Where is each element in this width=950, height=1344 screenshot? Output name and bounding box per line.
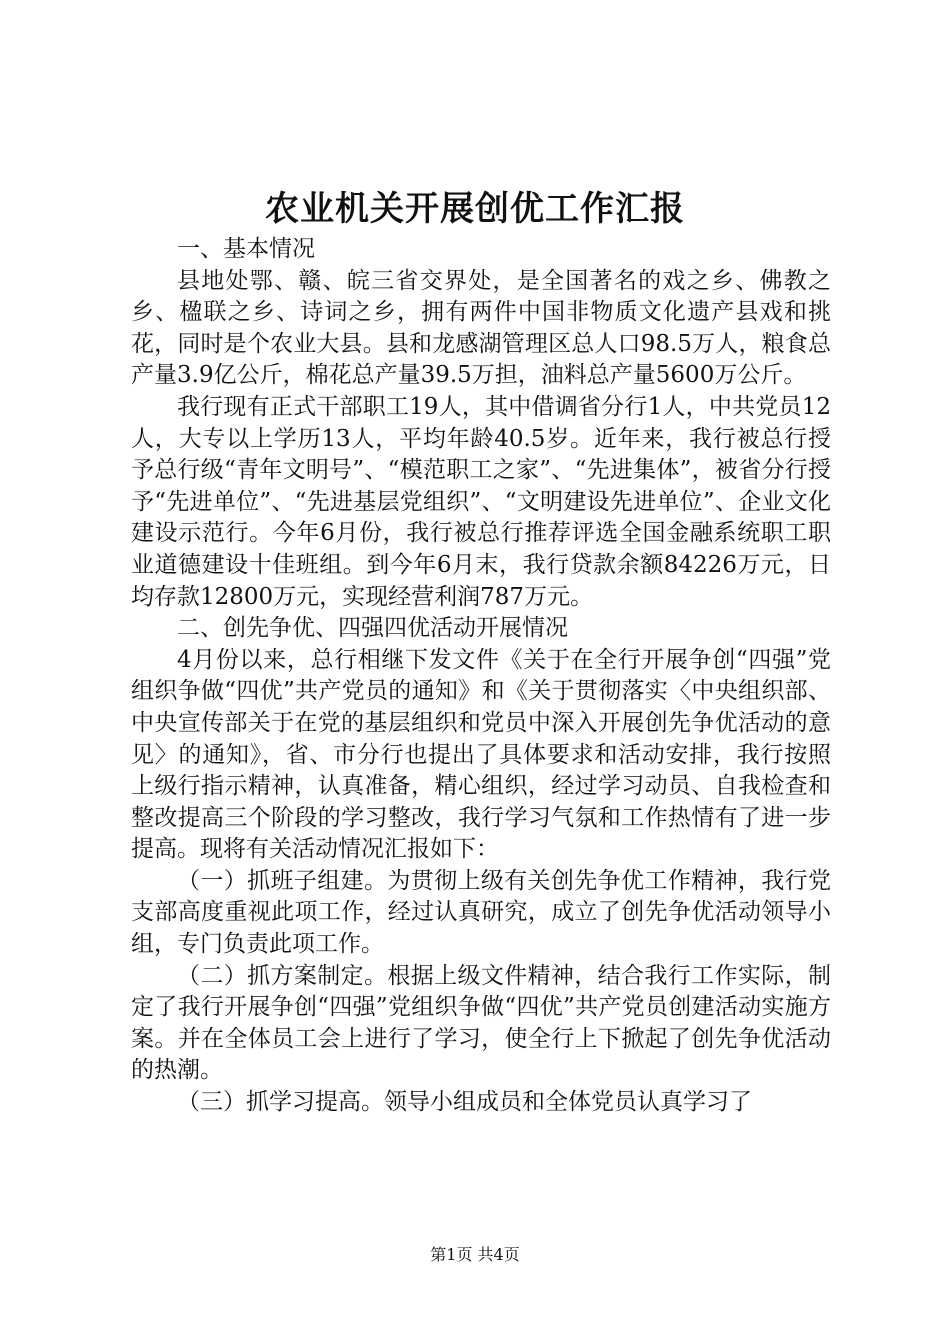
paragraph-item-1: （一）抓班子组建。为贯彻上级有关创先争优工作精神，我行党支部高度重视此项工作，经过认真研究，成立了创先争优活动领导小组，专门负责此项工作。 bbox=[131, 867, 831, 958]
paragraph-activities-intro: 4月份以来，总行相继下发文件《关于在全行开展争创“四强”党组织争做“四优”共产党员的通知》和《关于贯彻落实〈中央组织部、中央宣传部关于在党的基层组织和党员中深入开展创先争优活动的意见〉的通知》，省、市分行也提出了具体要求和活动安排，我行按照上级行指示精神，认真准备，精心组织，经过学习动员、自我检查和整改提高三个阶段的学习整改，我行学习气氛和工作热情有了进一步提高。现将有关活动情况汇报如下： bbox=[131, 646, 831, 863]
page-footer bbox=[0, 1244, 950, 1266]
page-total: 共4页 bbox=[477, 1245, 520, 1264]
paragraph-item-2: （二）抓方案制定。根据上级文件精神，结合我行工作实际，制定了我行开展争创“四强”党组织争做“四优”共产党员创建活动实施方案。并在全体员工会上进行了学习，使全行上下掀起了创先争优活动的热潮。 bbox=[131, 962, 831, 1084]
section-heading-activities: 二、创先争优、四强四优活动开展情况 bbox=[177, 615, 568, 642]
paragraph-item-3: （三）抓学习提高。领导小组成员和全体党员认真学习了 bbox=[177, 1089, 752, 1116]
paragraph-bank-overview: 我行现有正式干部职工19人，其中借调省分行1人，中共党员12人，大专以上学历13人，平均年龄40.5岁。近年来，我行被总行授予总行级“青年文明号”、“模范职工之家”、“先进集体”，被省分行授予“先进单位”、“先进基层党组织”、“文明建设先进单位”、企业文化建设示范行。今年6月份，我行被总行推荐评选全国金融系统职工职业道德建设十佳班组。到今年6月末，我行贷款余额84226万元，日均存款12800万元，实现经营利润787万元。 bbox=[131, 393, 831, 610]
document-title: 农业机关开展创优工作汇报 bbox=[265, 189, 685, 229]
page-number: 第1页 bbox=[430, 1245, 473, 1264]
paragraph-county-overview: 县地处鄂、赣、皖三省交界处，是全国著名的戏之乡、佛教之乡、楹联之乡、诗词之乡，拥有两件中国非物质文化遗产县戏和挑花，同时是个农业大县。县和龙感湖管理区总人口98.5万人，粮食总产量3.9亿公斤，棉花总产量39.5万担，油料总产量5600万公斤。 bbox=[131, 267, 831, 389]
section-heading-basic: 一、基本情况 bbox=[177, 236, 315, 262]
document-body bbox=[131, 234, 831, 1119]
